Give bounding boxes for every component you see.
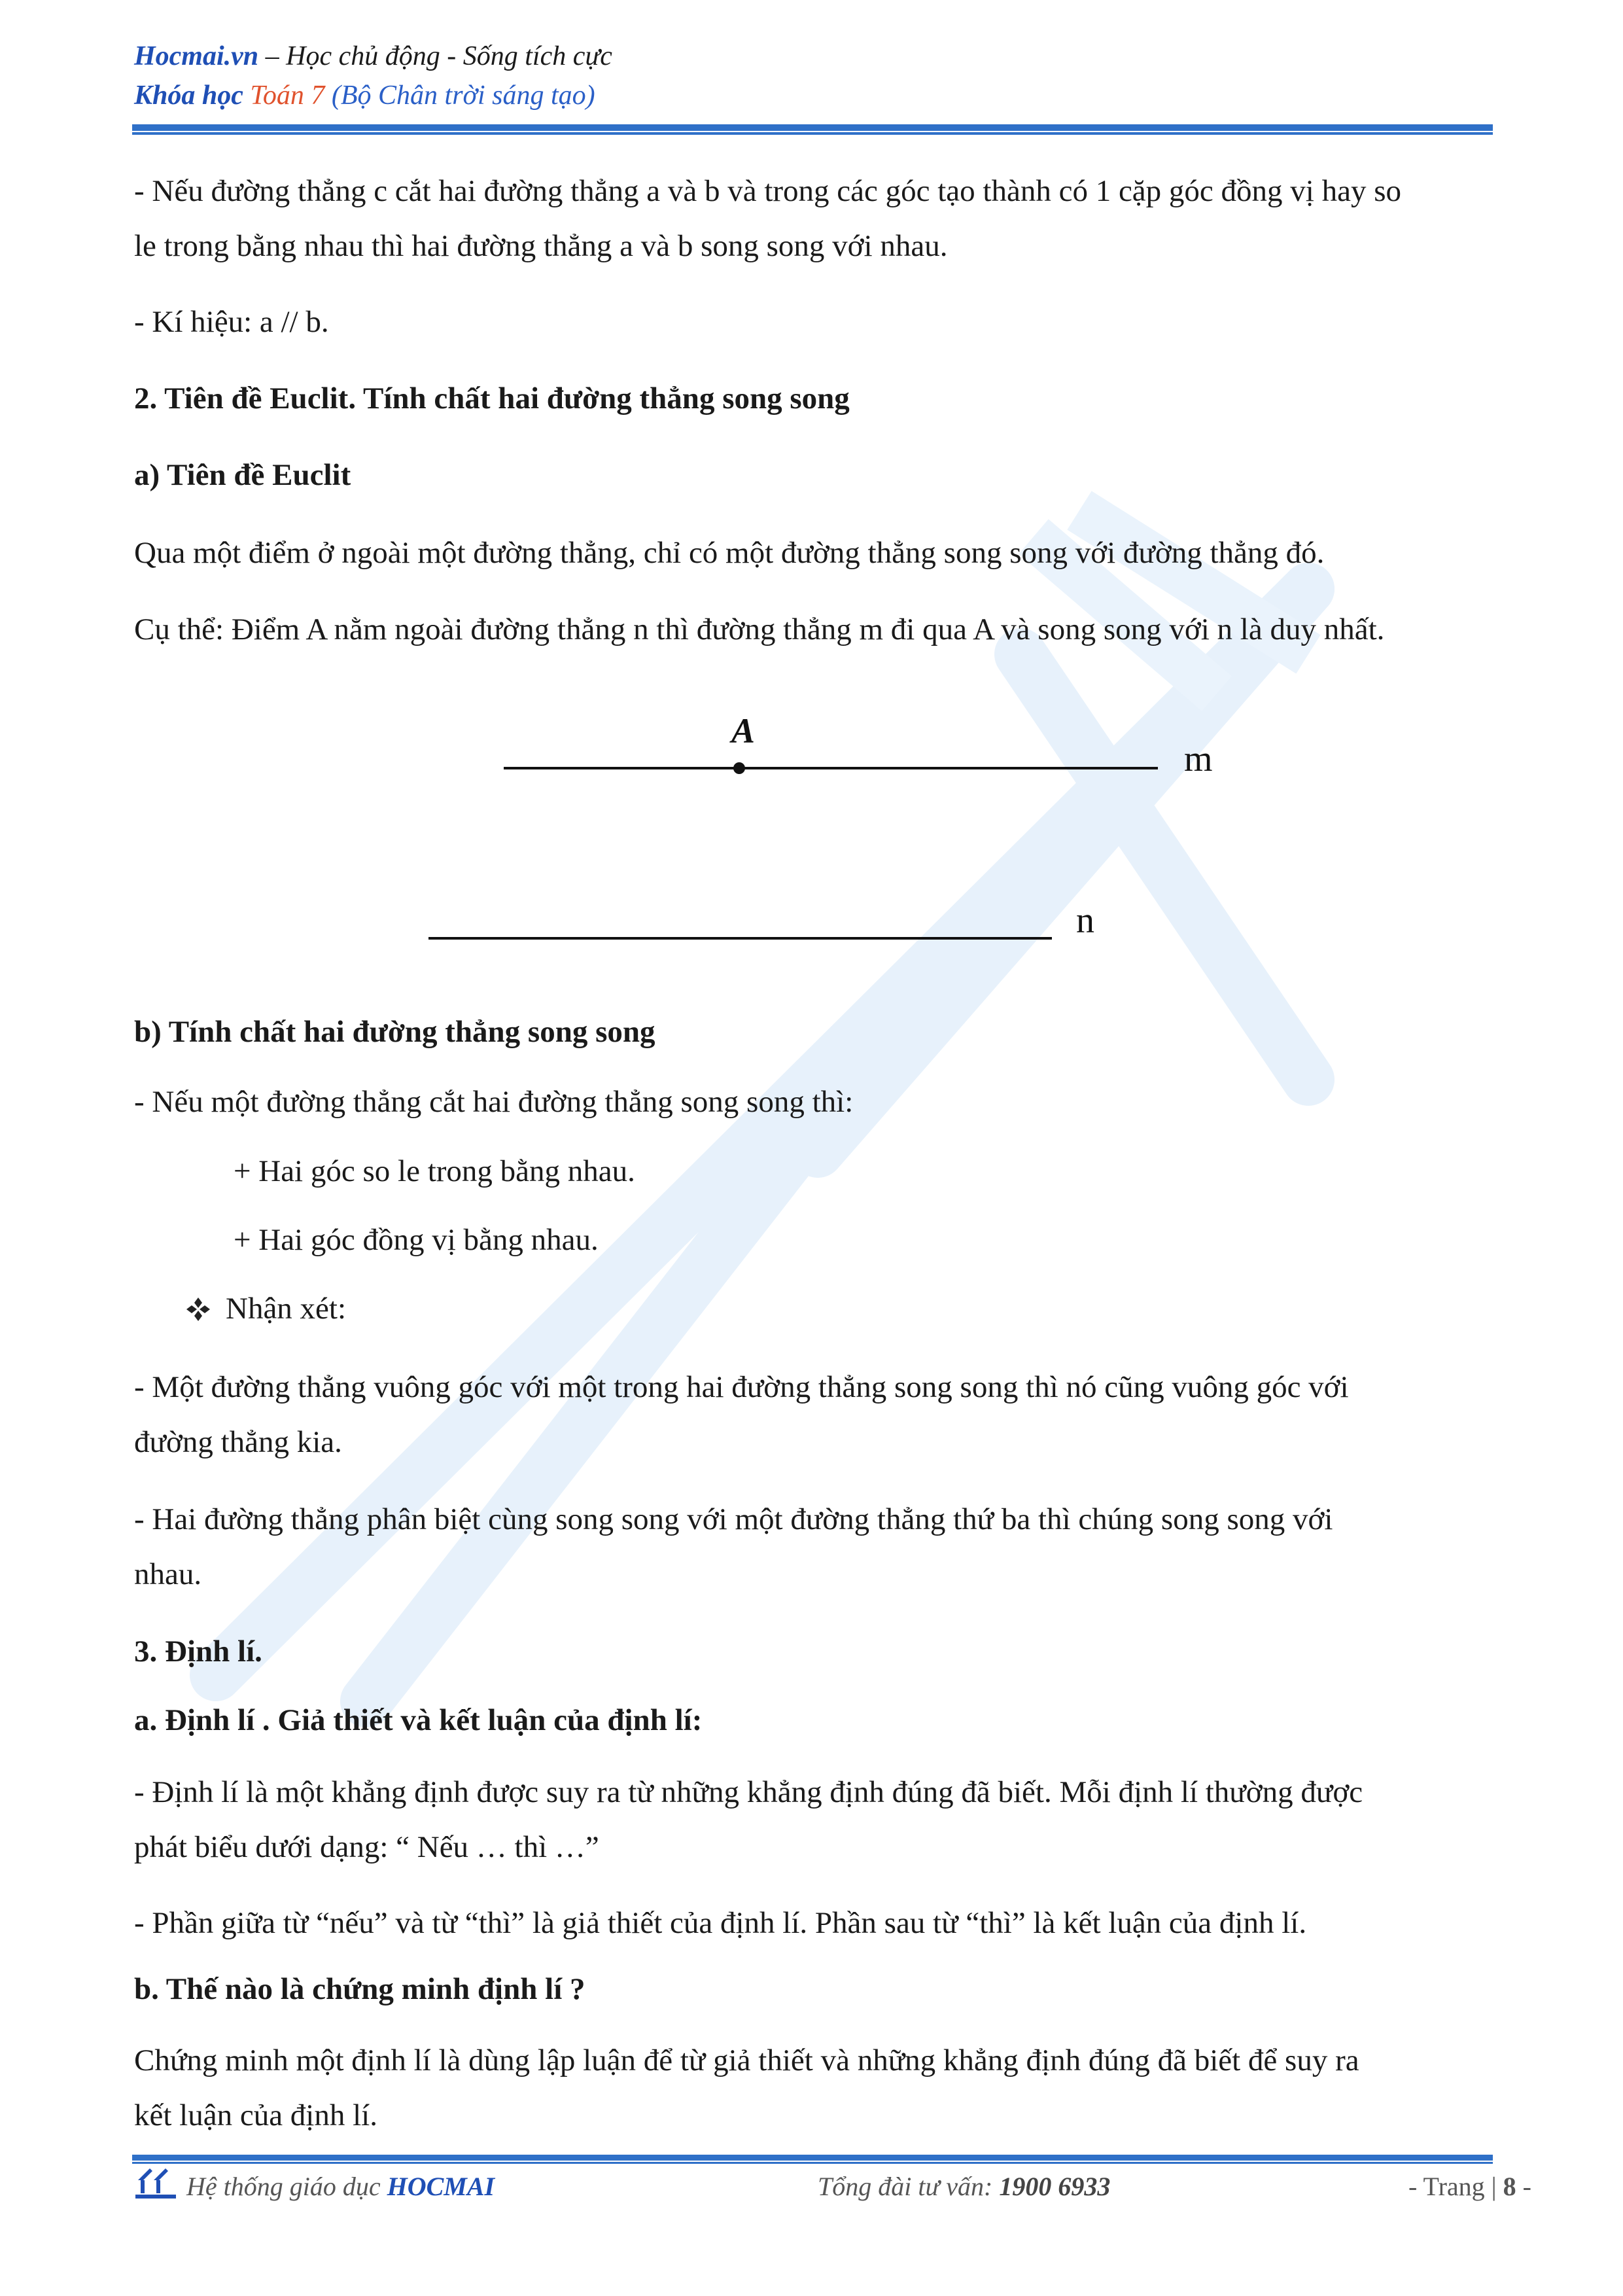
footer-system	[186, 2171, 495, 2202]
course-series: (Bộ Chân trời sáng tạo)	[324, 80, 595, 111]
paragraph: đường thẳng kia.	[134, 1425, 342, 1459]
course-label: Khóa học	[134, 80, 243, 111]
footer-hotline	[818, 2171, 1110, 2202]
footer-system-text: Hệ thống giáo dục	[186, 2172, 387, 2201]
subsection-heading: a. Định lí . Giả thiết và kết luận của định lí:	[134, 1703, 703, 1737]
diamond-bullet-icon	[185, 1281, 226, 1336]
course-subject: Toán 7	[243, 80, 325, 111]
paragraph: Chứng minh một định lí là dùng lập luận để từ giả thiết và những khẳng định đúng đã biết để suy ra	[134, 2043, 1359, 2077]
section-heading: 3. Định lí.	[134, 1634, 262, 1669]
paragraph: Qua một điểm ở ngoài một đường thẳng, chỉ có một đường thẳng song song với đường thẳng đó.	[134, 536, 1325, 570]
subsection-heading: a) Tiên đề Euclit	[134, 458, 351, 492]
page-prefix: - Trang |	[1408, 2172, 1503, 2201]
paragraph: - Kí hiệu: a // b.	[134, 305, 329, 339]
point-a-label: A	[731, 711, 756, 751]
footer-divider	[132, 2155, 1493, 2164]
remark-label: Nhận xét:	[226, 1292, 347, 1326]
paragraph: nhau.	[134, 1557, 202, 1591]
subsection-heading: b. Thế nào là chứng minh định lí ?	[134, 1972, 585, 2006]
page-number-value: 8	[1503, 2172, 1516, 2201]
line-n-label: n	[1076, 900, 1094, 941]
parallel-lines-diagram	[0, 0, 1623, 981]
paragraph: phát biểu dưới dạng: “ Nếu … thì …”	[134, 1830, 599, 1864]
section-heading: 2. Tiên đề Euclit. Tính chất hai đường thẳng song song	[134, 381, 850, 415]
paragraph: - Hai đường thẳng phân biệt cùng song song với một đường thẳng thứ ba thì chúng song song với	[134, 1502, 1333, 1536]
paragraph: - Nếu một đường thẳng cắt hai đường thẳng song song thì:	[134, 1085, 854, 1119]
paragraph: - Nếu đường thẳng c cắt hai đường thẳng a và b và trong các góc tạo thành có 1 cặp góc đồng vị hay so	[134, 174, 1401, 208]
line-m-label: m	[1184, 739, 1213, 779]
list-item: + Hai góc đồng vị bằng nhau.	[234, 1223, 599, 1257]
list-item: + Hai góc so le trong bằng nhau.	[234, 1154, 635, 1188]
paragraph: kết luận của định lí.	[134, 2098, 377, 2132]
paragraph: - Định lí là một khẳng định được suy ra từ những khẳng định đúng đã biết. Mỗi định lí thường được	[134, 1775, 1363, 1809]
paragraph: le trong bằng nhau thì hai đường thẳng a và b song song với nhau.	[134, 229, 948, 263]
paragraph: - Một đường thẳng vuông góc với một trong hai đường thẳng song song thì nó cũng vuông góc với	[134, 1370, 1349, 1404]
point-a	[733, 762, 745, 774]
paragraph: - Phần giữa từ “nếu” và từ “thì” là giả thiết của định lí. Phần sau từ “thì” là kết luận của định lí.	[134, 1906, 1307, 1940]
hocmai-logo-icon	[134, 2164, 177, 2201]
site-name: Hocmai.vn	[134, 41, 259, 71]
slogan: – Học chủ động - Sống tích cực	[258, 41, 612, 71]
page-suffix: -	[1516, 2172, 1531, 2201]
hotline-number: 1900 6933	[999, 2172, 1111, 2201]
page-number	[1408, 2171, 1531, 2202]
remark	[185, 1281, 346, 1336]
hotline-label: Tổng đài tư vấn:	[818, 2172, 1000, 2201]
paragraph: Cụ thể: Điểm A nằm ngoài đường thẳng n thì đường thẳng m đi qua A và song song với n là duy nhất.	[134, 612, 1385, 646]
subsection-heading: b) Tính chất hai đường thẳng song song	[134, 1015, 655, 1049]
footer-brand: HOCMAI	[387, 2172, 495, 2201]
